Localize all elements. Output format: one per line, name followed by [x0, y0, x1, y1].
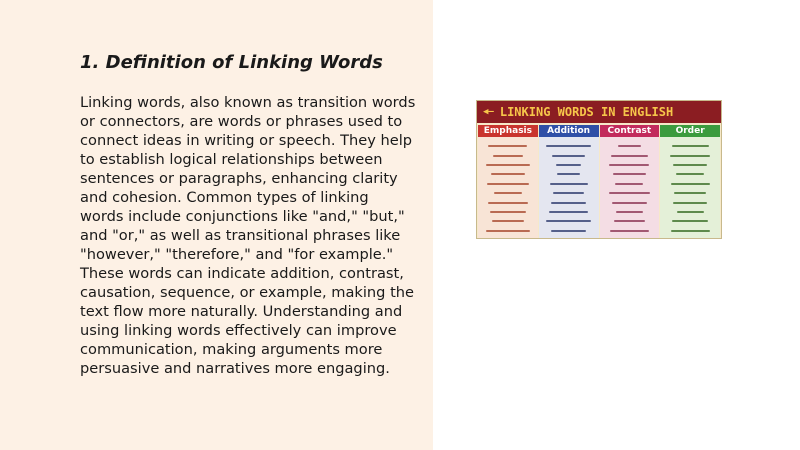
emphasis-column: [478, 125, 538, 239]
infographic-word-row: [551, 202, 586, 204]
infographic-word-row: [488, 202, 528, 204]
infographic-word-row: [612, 202, 647, 204]
infographic-word-row: [487, 183, 529, 185]
infographic-word-row: [676, 173, 704, 175]
infographic-word-row: [614, 220, 645, 222]
infographic-word-row: [551, 230, 587, 232]
infographic-word-row: [488, 145, 527, 147]
emphasis-word-list: [478, 137, 538, 239]
infographic-word-row: [677, 211, 704, 213]
infographic-word-row: [611, 155, 648, 157]
order-heading: Order: [660, 125, 720, 137]
arrow-icon: ◀—: [483, 107, 494, 117]
infographic-word-row: [616, 211, 643, 213]
infographic-word-row: [609, 164, 649, 166]
infographic-word-row: [486, 230, 529, 232]
addition-column: [539, 125, 599, 239]
infographic-word-row: [674, 192, 706, 194]
infographic-word-row: [491, 173, 524, 175]
linking-words-infographic: [476, 100, 722, 239]
infographic-word-row: [553, 192, 584, 194]
infographic-word-row: [550, 183, 588, 185]
infographic-word-row: [609, 192, 650, 194]
infographic-word-row: [671, 230, 710, 232]
infographic-word-row: [615, 183, 643, 185]
contrast-heading: Contrast: [600, 125, 660, 137]
infographic-word-row: [670, 155, 710, 157]
contrast-word-list: [600, 137, 660, 239]
addition-heading: Addition: [539, 125, 599, 137]
infographic-word-row: [557, 173, 579, 175]
infographic-word-row: [486, 164, 531, 166]
infographic-word-row: [549, 211, 588, 213]
slide-body-text: Linking words, also known as transition words or connectors, are words or phrases used to connect ideas in writing or speech. They help to establish logical relationships between sentences or paragraphs, enhancing clarity and cohesion. Common types of linking words include conjunctions like "and," "but," and "or," as well as transitional phrases like "however," "therefore," and "for example." These words can indicate addition, contrast, causation, sequence, or example, making the text flow more naturally. Understanding and using linking words effectively can improve communication, making arguments more persuasive and narratives more engaging.: [80, 94, 416, 377]
slide-title: 1. Definition of Linking Words: [80, 52, 383, 73]
infographic-word-row: [672, 220, 708, 222]
order-word-list: [660, 137, 720, 239]
infographic-word-row: [492, 220, 524, 222]
infographic-word-row: [546, 145, 592, 147]
infographic-word-row: [556, 164, 581, 166]
infographic-word-row: [552, 155, 585, 157]
infographic-word-row: [493, 155, 524, 157]
contrast-column: [600, 125, 660, 239]
infographic-word-row: [613, 173, 645, 175]
infographic-word-row: [494, 192, 522, 194]
infographic-word-row: [546, 220, 591, 222]
infographic-word-row: [672, 145, 709, 147]
order-column: [660, 125, 720, 239]
infographic-banner: [477, 101, 721, 123]
infographic-word-row: [610, 230, 649, 232]
infographic-banner-title: LINKING WORDS IN ENGLISH: [499, 105, 674, 119]
infographic-word-row: [673, 202, 708, 204]
infographic-word-row: [673, 164, 708, 166]
infographic-word-row: [671, 183, 710, 185]
emphasis-heading: Emphasis: [478, 125, 538, 137]
infographic-columns: [477, 123, 721, 239]
infographic-word-row: [490, 211, 526, 213]
infographic-word-row: [618, 145, 640, 147]
addition-word-list: [539, 137, 599, 239]
